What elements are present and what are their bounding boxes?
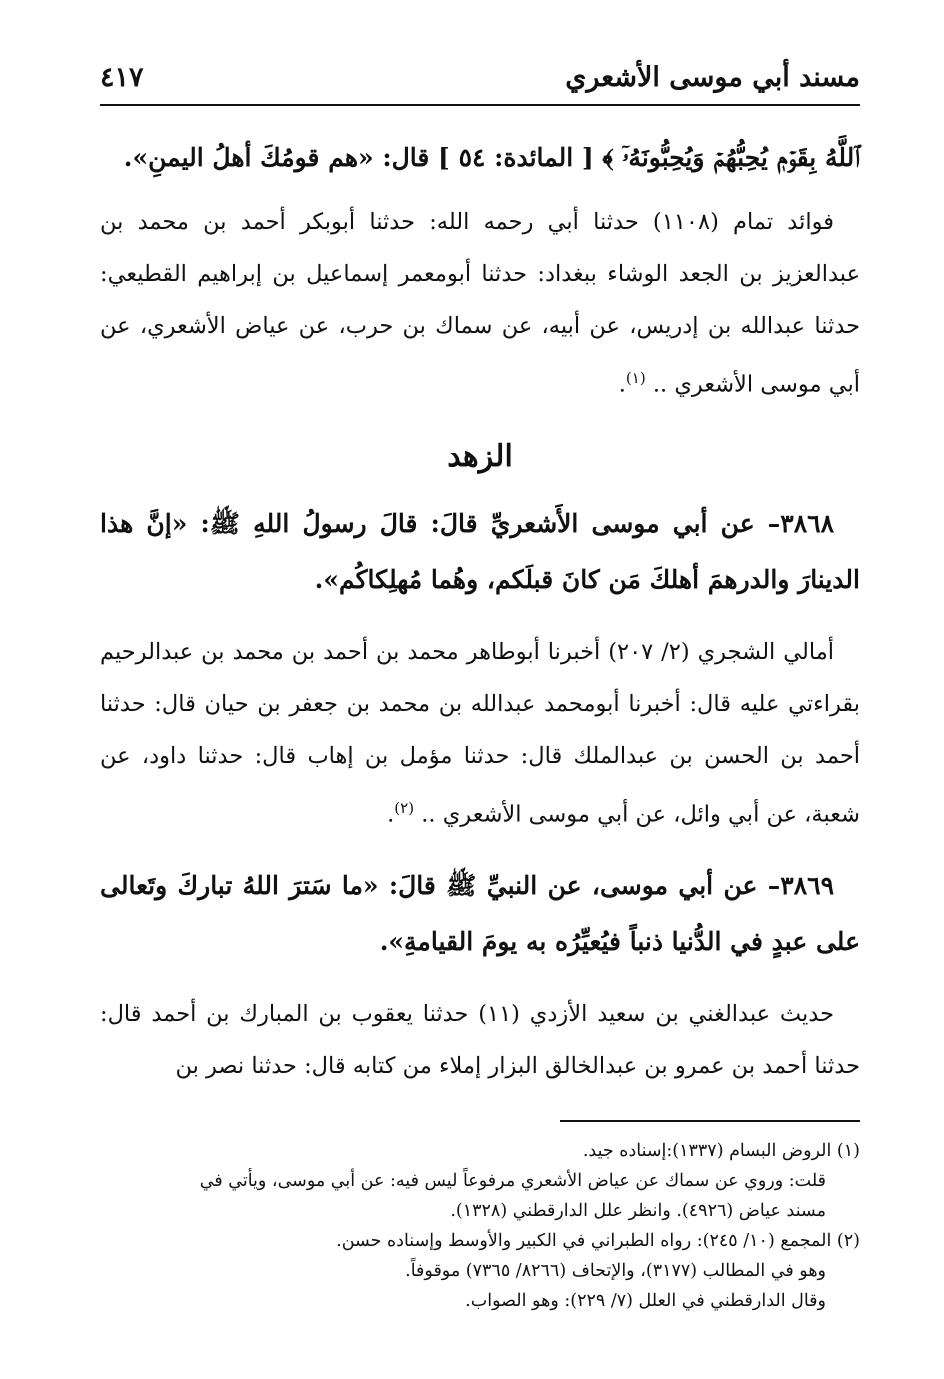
section-title: الزهد <box>447 438 513 474</box>
page-header <box>100 60 860 102</box>
page <box>100 60 860 1311</box>
page-body <box>100 130 860 1316</box>
page-number: ٤١٧ <box>100 62 144 93</box>
footnote-1-note: مسند عياض (٤٩٢٦). وانظر علل الدارقطني (١٣٢٨). <box>450 1201 826 1221</box>
footnote-2-note: وقال الدارقطني في العلل (٧/ ٢٢٩): وهو الصواب. <box>465 1291 826 1311</box>
source-text: فوائد تمام (١١٠٨) حدثنا أبي رحمه الله: حدثنا أبوبكر أحمد بن محمد بن عبدالعزيز بن الجعد الوشاء ببغداد: حدثنا أبومعمر إسماعيل بن إبراهيم القطيعي: حدثنا عبدالله بن إدريس، عن أبيه، عن سماك بن حرب، عن عياض الأشعري، عن أبي موسى الأشعري .. <box>100 209 860 398</box>
hadith-3869: ٣٨٦٩– عن أبي موسى، عن النبيِّ ﷺ قالَ: «ما سَترَ اللهُ تباركَ وتَعالى على عبدٍ في الدُّنيا ذنباً فيُعيِّرُه به يومَ القيامةِ». <box>100 871 860 956</box>
footnote-ref-2[interactable]: (٢) <box>394 798 415 817</box>
source-text: أمالي الشجري (٢/ ٢٠٧) أخبرنا أبوطاهر محمد بن أحمد بن محمد بن عبدالرحيم بقراءتي عليه قال: أخبرنا أبومحمد عبدالله بن محمد بن جعفر بن حيان قال: حدثنا أحمد بن الحسن بن عبدالملك قال: حدثنا مؤمل بن إهاب قال: حدثنا داود، عن شعبة، عن أبي وائل، عن أبي موسى الأشعري .. <box>100 638 860 827</box>
footnote-2-note: وهو في المطالب (٣١٧٧)، والإتحاف (٨٢٦٦/ ٧٣٦٥) موقوفاً. <box>405 1261 826 1281</box>
footnote-ref-1[interactable]: (١) <box>625 369 646 387</box>
source-paragraph-2: أمالي الشجري (٢/ ٢٠٧) أخبرنا أبوطاهر محمد بن أحمد بن محمد بن عبدالرحيم بقراءتي عليه قال: أخبرنا أبومحمد عبدالله بن محمد بن جعفر بن حيان قال: حدثنا أحمد بن الحسن بن عبدالملك قال: حدثنا مؤمل بن إهاب قال: حدثنا داود، عن شعبة، عن أبي وائل، عن أبي موسى الأشعري .. $^{(٢)}$. <box>100 638 860 827</box>
quran-verse-continuation: ٱللَّهُ بِقَوۡمٖ يُحِبُّهُمۡ وَيُحِبُّونَهُۥٓ ﴾ [ المائدة: ٥٤ ] قال: «هم قومُكَ أهلُ اليمنِ». <box>123 143 860 172</box>
hadith-3868: ٣٨٦٨– عن أبي موسى الأَشعريِّ قالَ: قالَ رسولُ اللهِ ﷺ: «إنَّ هذا الدينارَ والدرهمَ أهلكَ مَن كانَ قبلَكم، وهُما مُهلِكاكُم». <box>100 508 860 594</box>
footnote-1: (١) الروض البسام (١٣٣٧):إسناده جيد. <box>582 1141 860 1161</box>
footnote-divider <box>560 1120 860 1122</box>
footnotes <box>100 1136 860 1316</box>
source-paragraph-1: فوائد تمام (١١٠٨) حدثنا أبي رحمه الله: حدثنا أبوبكر أحمد بن محمد بن عبدالعزيز بن الجعد الوشاء ببغداد: حدثنا أبومعمر إسماعيل بن إبراهيم القطيعي: حدثنا عبدالله بن إدريس، عن أبيه، عن سماك بن حرب، عن عياض الأشعري، عن أبي موسى الأشعري .. $^{(١)}$. <box>100 209 860 398</box>
header-divider <box>100 104 860 106</box>
footnote-1-note: قلت: وروي عن سماك عن عياض الأشعري مرفوعاً ليس فيه: عن أبي موسى، ويأتي في <box>199 1171 826 1191</box>
source-paragraph-3: حديث عبدالغني بن سعيد الأزدي (١١) حدثنا يعقوب بن المبارك بن أحمد قال: حدثنا أحمد بن عمرو بن عبدالخالق البزار إملاء من كتابه قال: حدثنا نصر بن <box>100 1001 860 1079</box>
running-title: مسند أبي موسى الأشعري <box>565 62 860 93</box>
footnote-2: (٢) المجمع (١٠/ ٢٤٥): رواه الطبراني في الكبير والأوسط وإسناده حسن. <box>336 1231 860 1251</box>
